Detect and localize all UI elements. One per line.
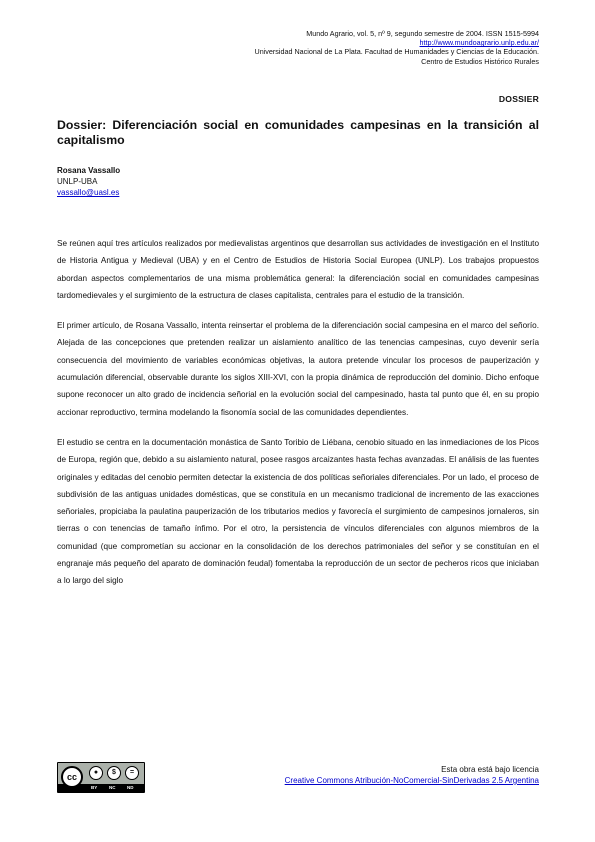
license-intro: Esta obra está bajo licencia (441, 765, 539, 774)
noncommercial-icon: $ (107, 766, 121, 780)
paragraph: Se reúnen aquí tres artículos realizados por medievalistas argentinos que desarrollan sus actividades de investigación en el Instituto de Historia Antigua y Medieval (UBA) y en el Centro de Estudios de Historia Social Europea (UNLP). Los trabajos propuestos abordan aspectos complementarios de una misma problemática general: la diferenciación social en comunidades campesinas tardomedievales y el surgimiento de la estructura de clases capitalista, centrales para el estudio de la transición. (57, 239, 539, 300)
journal-url-link[interactable]: http://www.mundoagrario.unlp.edu.ar/ (419, 38, 539, 48)
article-title: Dossier: Diferenciación social en comunidades campesinas en la transición al capitalismo (57, 118, 539, 147)
paragraph: El estudio se centra en la documentación monástica de Santo Toribio de Liébana, cenobio situado en las inmediaciones de los Picos de Europa, región que, debido a su aislamiento natural, posee rasgos arcaizantes hasta fechas avanzadas. El análisis de las fuentes originales y editadas del cenobio permiten detectar la existencia de dos políticas señoriales diferenciales. Por un lado, el proceso de subdivisión de las antiguas unidades domésticas, que se constituía en un mecanismo tradicional de incremento de las exacciones señoriales, propiciaba la paulatina pauperización de los tributarios medios y favorecía el surgimiento de campesinos jornaleros, sin tierras o con tenencias de tamaño ínfimo. Por el otro, la persistencia de vínculos diferenciales con algunos miembros de la comunidad (que comprometían su accionar en la consolidación de los derechos patrimoniales del señor y se constituían en el engranaje más pequeño del aparato de dominación feudal) fomentaba la reproducción de un sector de pecheros ricos que iniciaban a lo largo del siglo (57, 437, 540, 586)
article-body (57, 235, 539, 603)
citation-line: Mundo Agrario, vol. 5, nº 9, segundo semestre de 2004. ISSN 1515-5994 (306, 29, 539, 38)
author-email-link[interactable]: vassallo@uasl.es (57, 188, 120, 197)
badge-label-by: BY (91, 785, 98, 790)
cc-logo-icon: cc (61, 766, 83, 788)
university-line: Universidad Nacional de La Plata. Facultad de Humanidades y Ciencias de la Educación. (254, 47, 539, 57)
cc-license-badge-icon[interactable] (57, 762, 145, 793)
center-line: Centro de Estudios Histórico Rurales (421, 56, 539, 66)
journal-header (255, 29, 539, 66)
license-text (285, 764, 539, 786)
badge-label-nc: NC (109, 785, 116, 790)
license-footer (57, 762, 539, 798)
paragraph: El primer artículo, de Rosana Vassallo, intenta reinsertar el problema de la diferenciación social campesina en el marco del señorío. Alejada de las concepciones que pretenden realizar un aislamiento analítico de las tenencias campesinas, cuyo devenir sería consecuencia del movimiento de variables económicas objetivas, la autora pretende vincular los procesos de pauperización y acumulación diferencial, observable durante los siglos XIII-XVI, con la propia dinámica de reproducción del dominio. Dicho enfoque supone reconocer un alto grado de incidencia señorial en la evolución social del campesinado, hasta tal punto que él, en su propio accionar reproductivo, termina modelando la fisonomía social de las comunidades dependientes. (57, 321, 539, 417)
author-affiliation: UNLP-UBA (57, 177, 98, 186)
license-link[interactable]: Creative Commons Atribución-NoComercial-SinDerivadas 2.5 Argentina (284, 776, 539, 785)
section-label: DOSSIER (498, 94, 539, 104)
attribution-icon: ● (89, 766, 103, 780)
author-block (57, 165, 120, 198)
badge-label-nd: ND (127, 785, 134, 790)
noderivatives-icon: = (125, 766, 139, 780)
author-name: Rosana Vassallo (57, 166, 121, 175)
